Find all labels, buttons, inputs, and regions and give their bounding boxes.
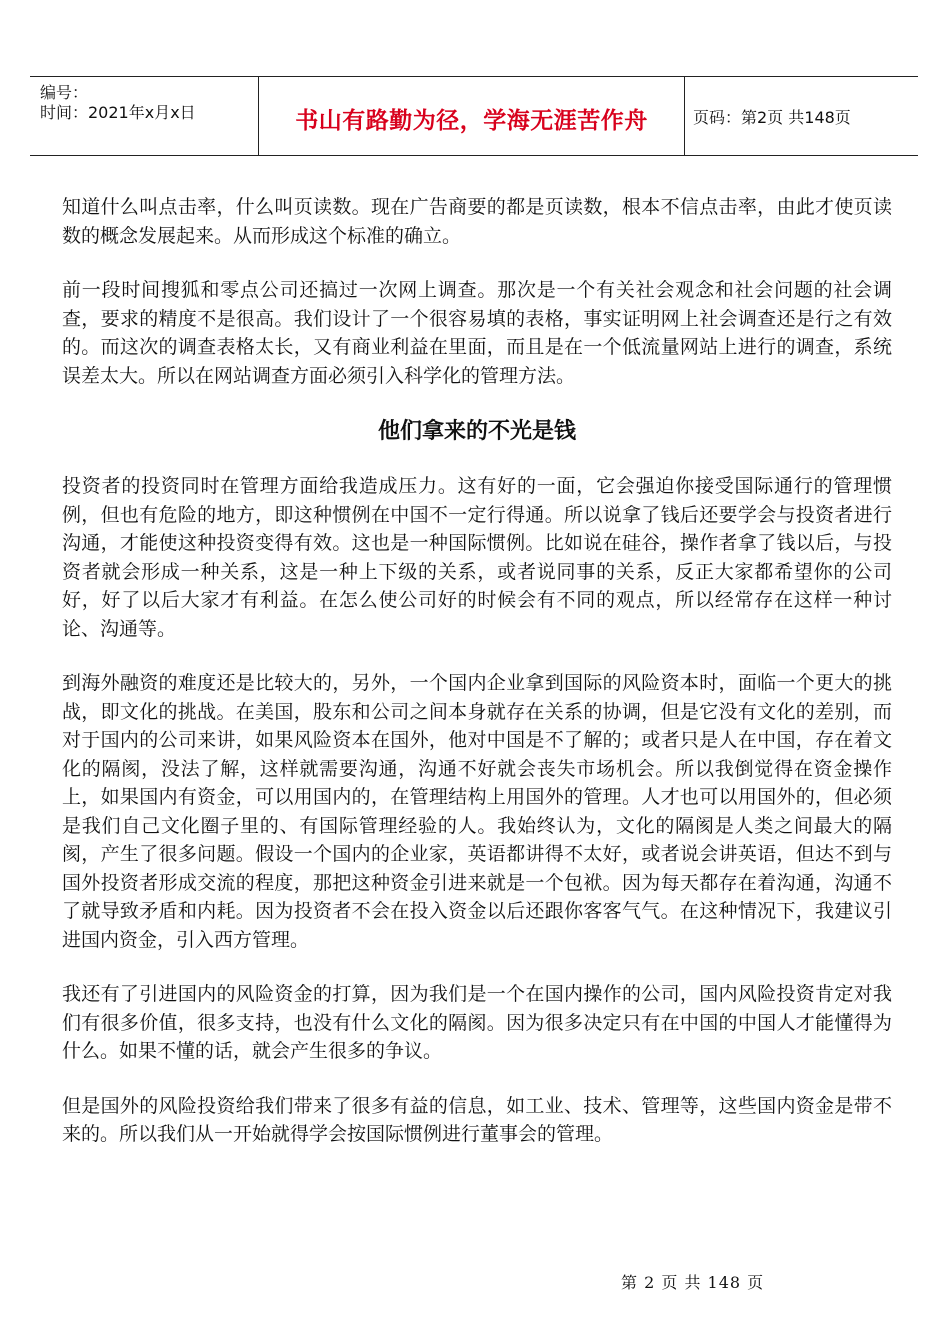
header-meta-cell [30,77,259,156]
body-paragraph: 投资者的投资同时在管理方面给我造成压力。这有好的一面，它会强迫你接受国际通行的管理惯例，但也有危险的地方，即这种惯例在中国不一定行得通。所以说拿了钱后还要学会与投资者进行沟通，才能使这种投资变得有效。这也是一种国际惯例。比如说在硅谷，操作者拿了钱以后，与投资者就会形成一种关系，这是一种上下级的关系，或者说同事的关系，反正大家都希望你的公司好，好了以后大家才有利益。在怎么使公司好的时候会有不同的观点，所以经常存在这样一种讨论、沟通等。 [62,475,892,640]
body-paragraph: 到海外融资的难度还是比较大的，另外，一个国内企业拿到国际的风险资本时，面临一个更大的挑战，即文化的挑战。在美国，股东和公司之间本身就存在关系的协调，但是它没有文化的差别，而对于国内的公司来讲，如果风险资本在国外，他对中国是不了解的；或者只是人在中国，存在着文化的隔阂，没法了解，这样就需要沟通，沟通不好就会丧失市场机会。所以我倒觉得在资金操作上，如果国内有资金，可以用国内的，在管理结构上用国外的管理。人才也可以用国外的，但必须是我们自己文化圈子里的、有国际管理经验的人。我始终认为，文化的隔阂是人类之间最大的隔阂，产生了很多问题。假设一个国内的企业家，英语都讲得不太好，或者说会讲英语，但达不到与国外投资者形成交流的程度，那把这种资金引进来就是一个包袱。因为每天都存在着沟通，沟通不了就导致矛盾和内耗。因为投资者不会在投入资金以后还跟你客客气气。在这种情况下，我建议引进国内资金，引入西方管理。 [62,672,892,951]
section-heading: 他们拿来的不光是钱 [377,419,576,444]
header-page-info: 页码：第2页 共148页 [693,107,851,127]
header-motto-cell [259,77,685,156]
header-page-cell [685,77,919,156]
body-paragraph: 我还有了引进国内的风险资金的打算，因为我们是一个在国内操作的公司，国内风险投资肯定对我们有很多价值，很多支持，也没有什么文化的隔阂。因为很多决定只有在中国的中国人才能懂得为什么。如果不懂的话，就会产生很多的争议。 [62,983,892,1062]
body-paragraph: 但是国外的风险投资给我们带来了很多有益的信息，如工业、技术、管理等，这些国内资金是带不来的。所以我们从一开始就得学会按国际惯例进行董事会的管理。 [62,1094,892,1145]
time-label: 时间：2021年x月x日 [40,103,196,122]
body-paragraph: 知道什么叫点击率，什么叫页读数。现在广告商要的都是页读数，根本不信点击率，由此才使页读数的概念发展起来。从而形成这个标准的确立。 [62,196,892,247]
body-paragraph: 前一段时间搜狐和零点公司还搞过一次网上调查。那次是一个有关社会观念和社会问题的社会调查，要求的精度不是很高。我们设计了一个很容易填的表格，事实证明网上社会调查还是行之有效的。而这次的调查表格太长，又有商业利益在里面，而且是在一个低流量网站上进行的调查，系统误差太大。所以在网站调查方面必须引入科学化的管理方法。 [62,279,892,387]
page-header [30,76,918,156]
document-body [62,193,892,1175]
page-footer: 第 2 页 共 148 页 [621,1273,765,1292]
header-motto: 书山有路勤为径，学海无涯苦作舟 [295,107,648,134]
serial-label: 编号： [40,83,89,102]
